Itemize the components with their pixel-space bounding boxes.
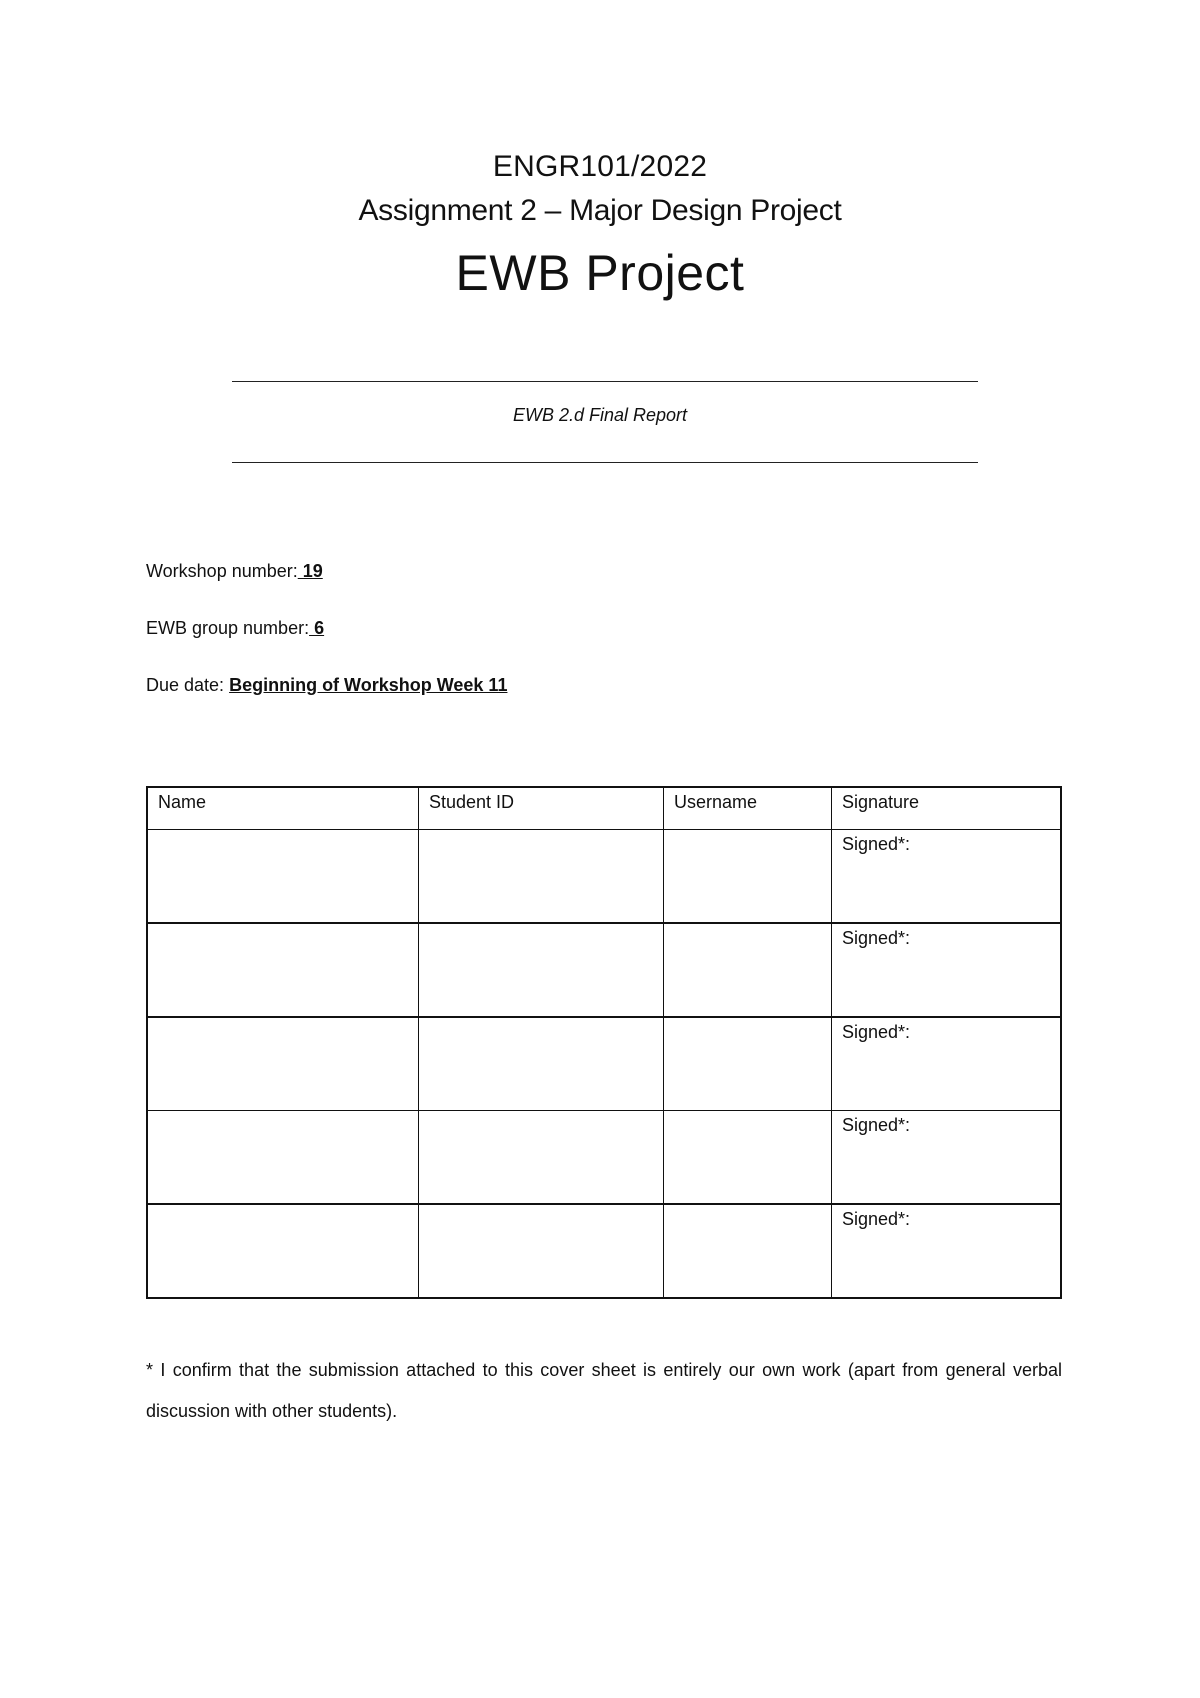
table-row — [147, 1017, 1061, 1111]
course-code: ENGR101/2022 — [492, 150, 708, 183]
workshop-number-value: 19 — [297, 561, 323, 581]
username-cell[interactable] — [664, 830, 832, 924]
student-id-cell[interactable] — [419, 1017, 664, 1111]
group-number-label: EWB group number: — [146, 618, 310, 638]
table-row — [147, 1204, 1061, 1298]
members-table — [146, 786, 1062, 1299]
username-cell[interactable] — [664, 1111, 832, 1205]
signature-cell[interactable]: Signed*: — [832, 923, 1062, 1017]
workshop-number-line — [146, 561, 323, 582]
signature-cell[interactable]: Signed*: — [832, 830, 1062, 924]
table-row — [147, 1111, 1061, 1205]
divider-bottom — [232, 462, 978, 463]
header-student-id: Student ID — [419, 787, 664, 830]
name-cell[interactable] — [147, 1204, 419, 1298]
signature-cell[interactable]: Signed*: — [832, 1204, 1062, 1298]
header-username: Username — [664, 787, 832, 830]
table-row — [147, 830, 1061, 924]
name-cell[interactable] — [147, 1017, 419, 1111]
project-title: EWB Project — [455, 245, 745, 301]
student-id-cell[interactable] — [419, 923, 664, 1017]
assignment-title: Assignment 2 – Major Design Project — [358, 194, 842, 227]
header-name: Name — [147, 787, 419, 830]
table-row — [147, 923, 1061, 1017]
group-number-line — [146, 618, 324, 639]
username-cell[interactable] — [664, 923, 832, 1017]
signature-cell[interactable]: Signed*: — [832, 1111, 1062, 1205]
group-number-value: 6 — [309, 618, 325, 638]
report-label: EWB 2.d Final Report — [512, 405, 688, 425]
header-signature: Signature — [832, 787, 1062, 830]
name-cell[interactable] — [147, 1111, 419, 1205]
table-header-row — [147, 787, 1061, 830]
signature-cell[interactable]: Signed*: — [832, 1017, 1062, 1111]
student-id-cell[interactable] — [419, 830, 664, 924]
due-date-line — [146, 675, 507, 696]
name-cell[interactable] — [147, 830, 419, 924]
confirmation-statement: * I confirm that the submission attached to this cover sheet is entirely our own work (apart from general verbal discussion with other students). — [146, 1360, 1062, 1421]
divider-top — [232, 381, 978, 382]
student-id-cell[interactable] — [419, 1111, 664, 1205]
due-date-label: Due date: — [146, 675, 225, 695]
name-cell[interactable] — [147, 923, 419, 1017]
student-id-cell[interactable] — [419, 1204, 664, 1298]
username-cell[interactable] — [664, 1017, 832, 1111]
workshop-number-label: Workshop number: — [146, 561, 298, 581]
username-cell[interactable] — [664, 1204, 832, 1298]
due-date-value: Beginning of Workshop Week 11 — [229, 675, 508, 695]
